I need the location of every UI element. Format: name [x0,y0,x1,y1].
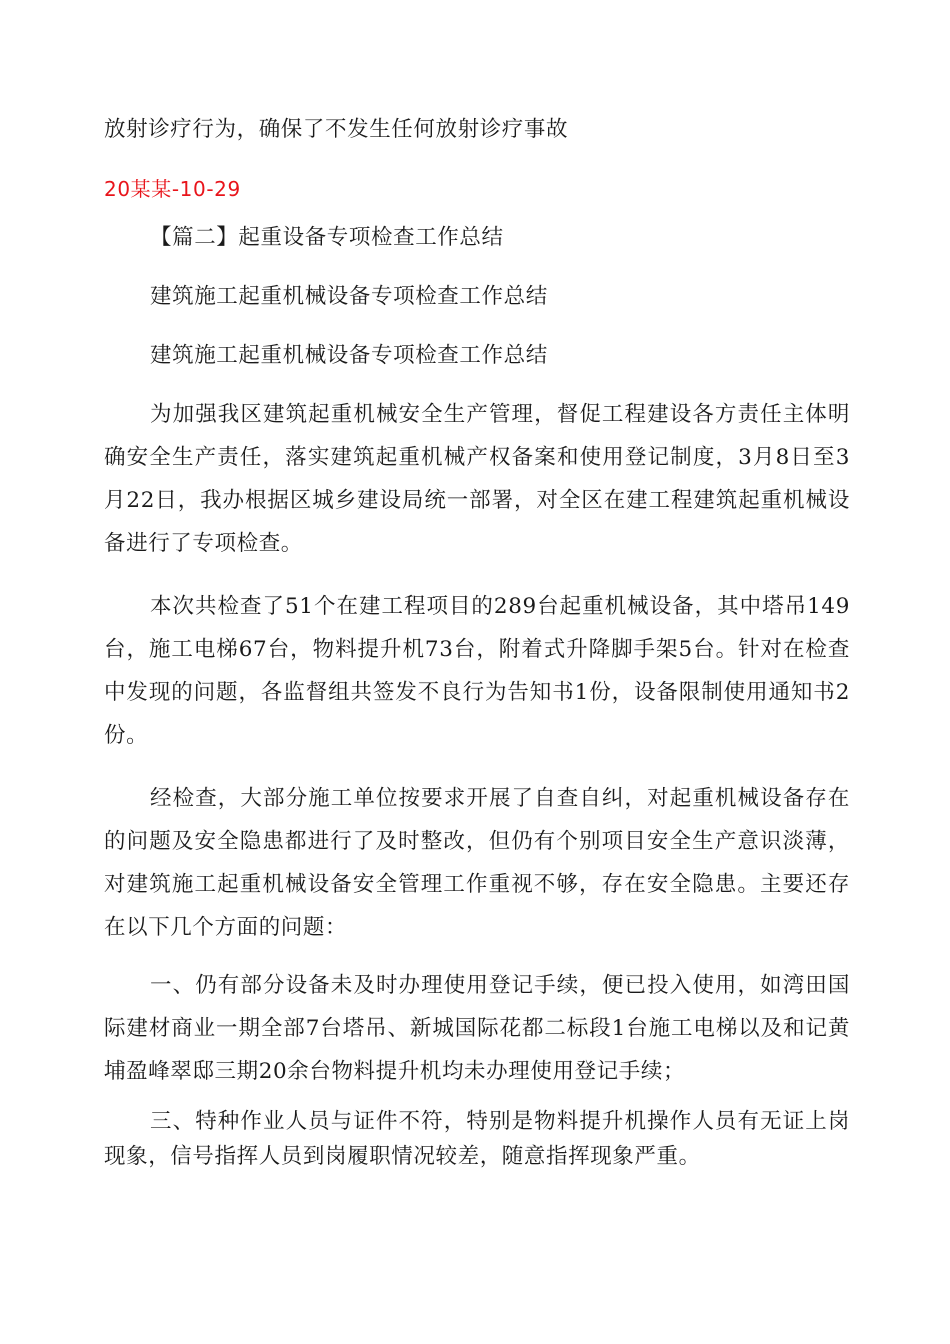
text-line: 放射诊疗行为，确保了不发生任何放射诊疗事故 [104,117,569,142]
paragraph: 为加强我区建筑起重机械安全生产管理，督促工程建设各方责任主体明确安全生产责任，落实建筑起重机械产权备案和使用登记制度，3月8日至3月22日，我办根据区城乡建设局统一部署，对全区在建工程建筑起重机械设备进行了专项检查。 [104,402,850,556]
subtitle: 建筑施工起重机械设备专项检查工作总结 [150,284,548,309]
paragraph: 一、仍有部分设备未及时办理使用登记手续，便已投入使用，如湾田国际建材商业一期全部7台塔吊、新城国际花都二标段1台施工电梯以及和记黄埔盈峰翠邸三期20余台物料提升机均未办理使用登记手续； [104,973,850,1084]
paragraph: 三、特种作业人员与证件不符，特别是物料提升机操作人员有无证上岗现象，信号指挥人员到岗履职情况较差，随意指挥现象严重。 [104,1109,850,1169]
date-line: 20某某-10-29 [104,177,241,201]
paragraph: 本次共检查了51个在建工程项目的289台起重机械设备，其中塔吊149台，施工电梯67台，物料提升机73台，附着式升降脚手架5台。针对在检查中发现的问题，各监督组共签发不良行为告知书1份，设备限制使用通知书2份。 [104,594,850,748]
section-title: 【篇二】起重设备专项检查工作总结 [150,225,504,250]
subtitle: 建筑施工起重机械设备专项检查工作总结 [150,343,548,368]
paragraph: 经检查，大部分施工单位按要求开展了自查自纠，对起重机械设备存在的问题及安全隐患都进行了及时整改，但仍有个别项目安全生产意识淡薄，对建筑施工起重机械设备安全管理工作重视不够，存在安全隐患。主要还存在以下几个方面的问题： [104,786,850,940]
